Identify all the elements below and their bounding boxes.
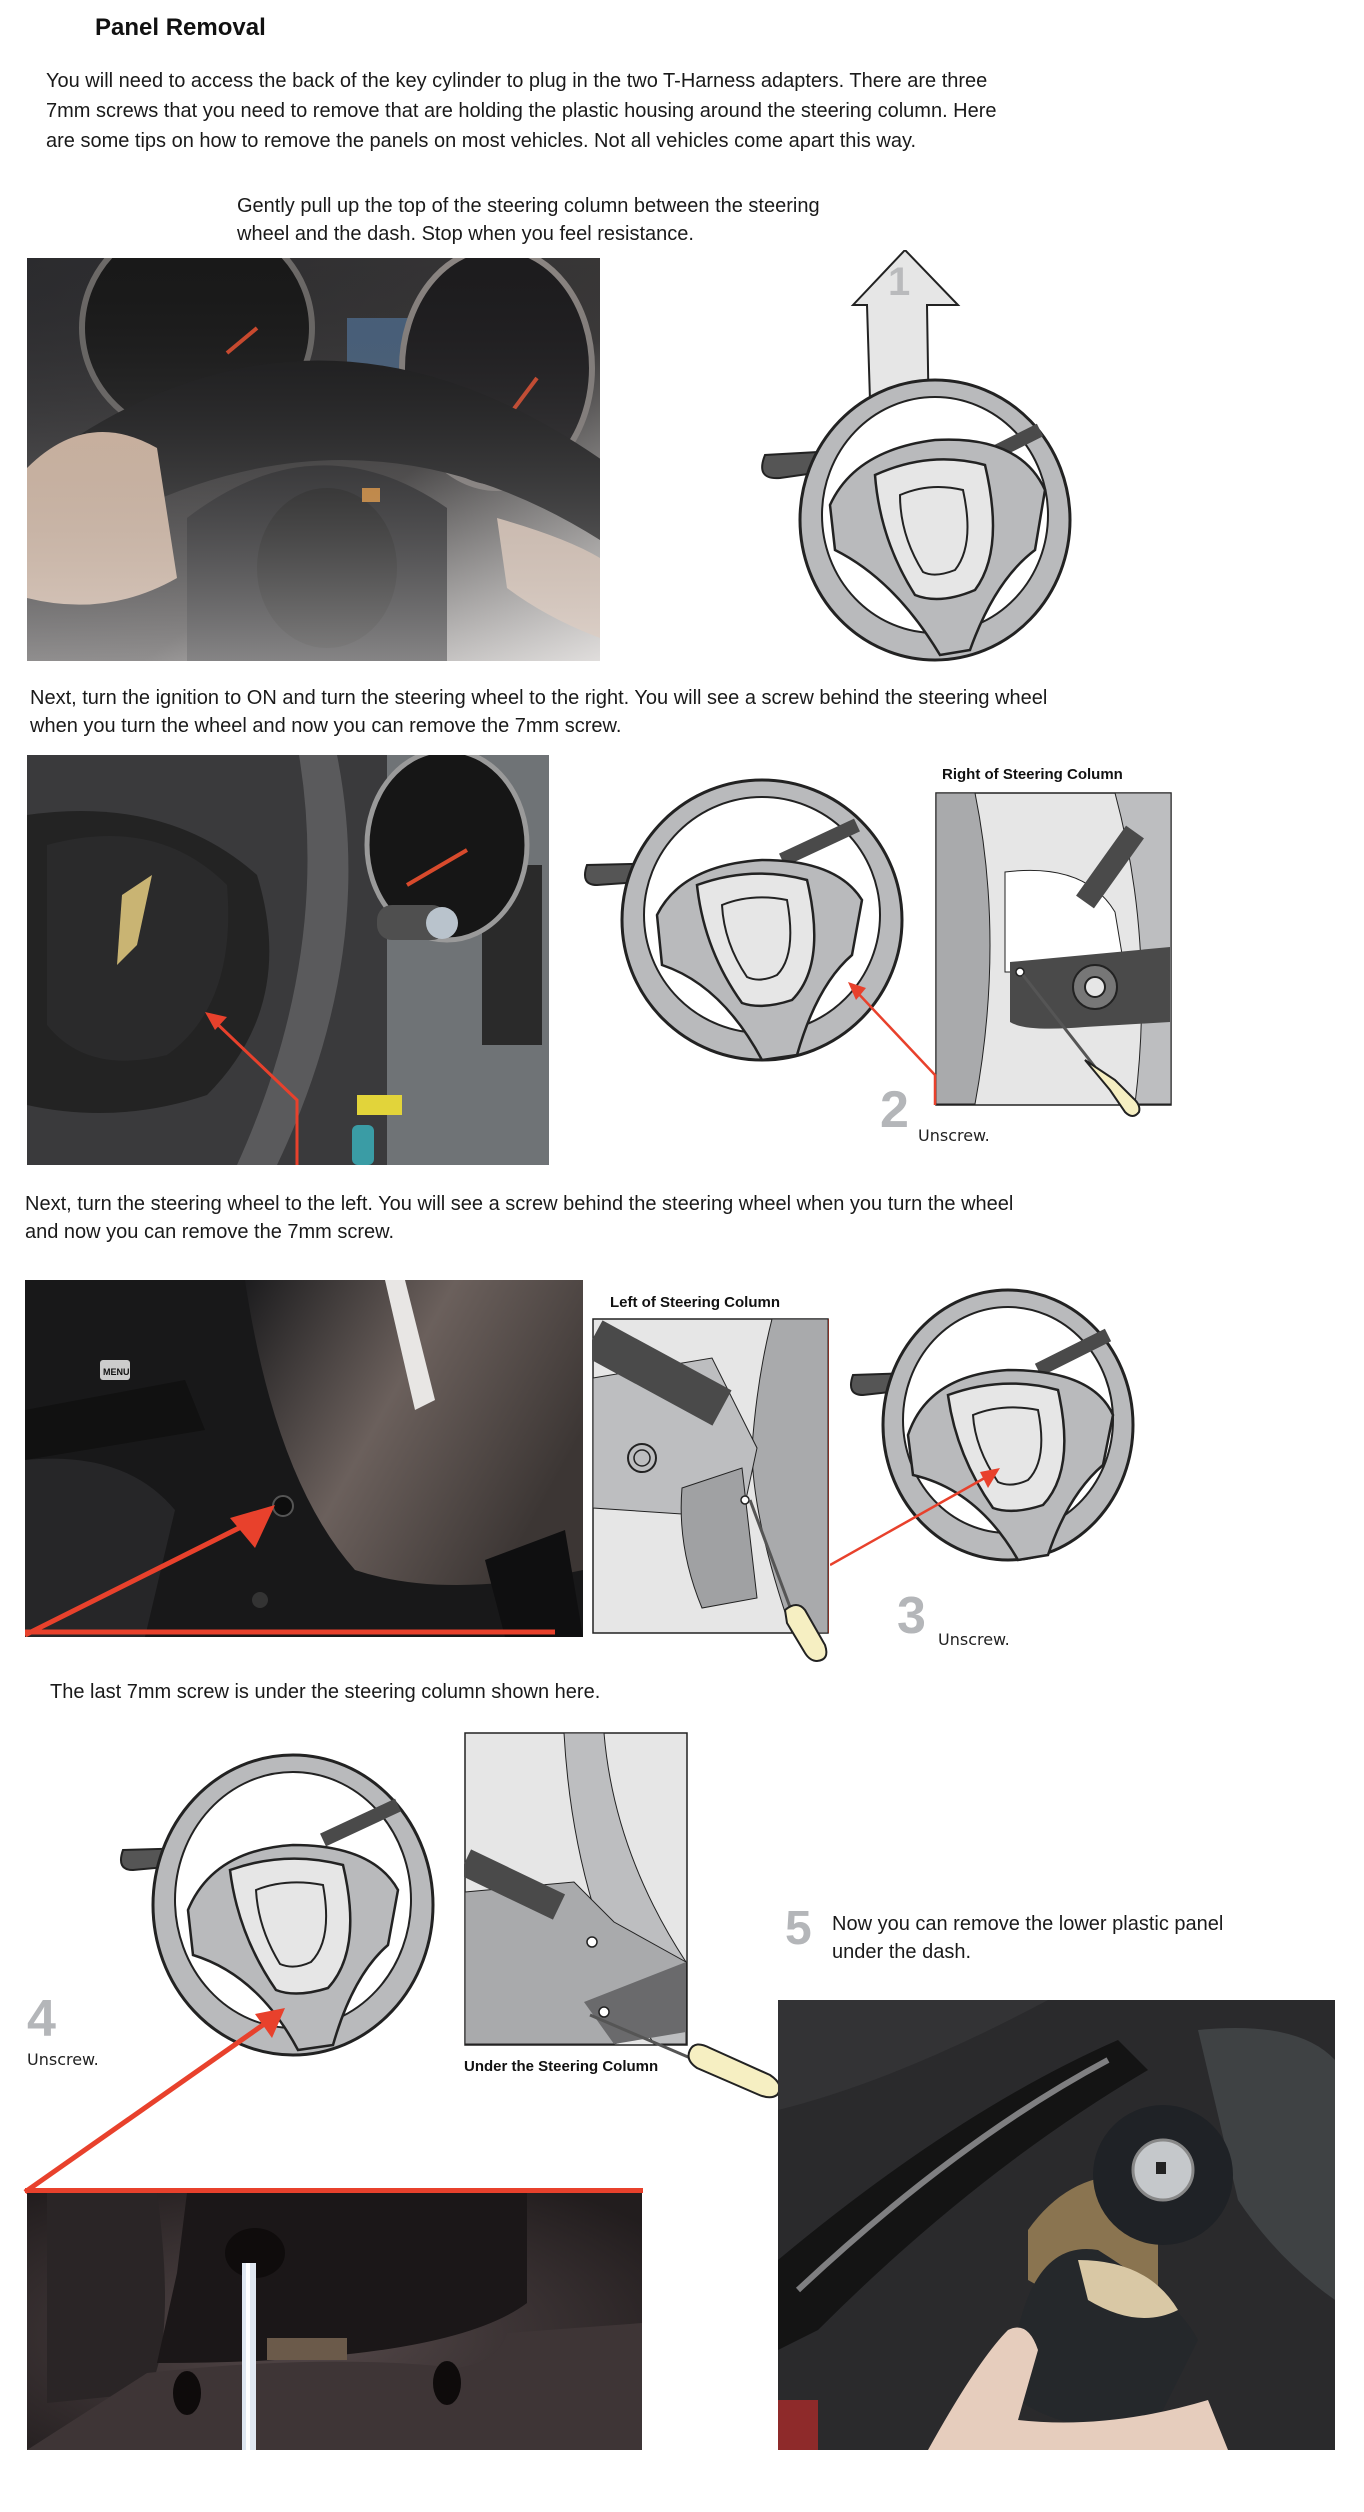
intro-line: are some tips on how to remove the panels on most vehicles. Not all vehicles come apart this way. bbox=[46, 130, 917, 152]
photo-under-column-screw-icon bbox=[27, 2193, 642, 2450]
step1-illustration bbox=[755, 250, 1125, 670]
intro-line: You will need to access the back of the key cylinder to plug in the two T-Harness adapters. There are three bbox=[46, 70, 988, 92]
step2-screwdriver bbox=[1075, 1050, 1145, 1120]
step2-action: Unscrew. bbox=[918, 1126, 990, 1145]
screwdriver-icon bbox=[1075, 1050, 1145, 1120]
step3-instruction bbox=[25, 1190, 1325, 1246]
intro-line: 7mm screws that you need to remove that are holding the plastic housing around the steering column. Here bbox=[46, 100, 997, 122]
step4-action: Unscrew. bbox=[27, 2050, 99, 2069]
step3-photo bbox=[25, 1280, 583, 1637]
screwdriver-icon bbox=[585, 2010, 785, 2100]
step3-inset-label: Left of Steering Column bbox=[610, 1294, 780, 1311]
step2-instruction-line: when you turn the wheel and now you can remove the 7mm screw. bbox=[30, 715, 622, 737]
step3-instruction-line: Next, turn the steering wheel to the left. You will see a screw behind the steering wheel when you turn the wheel bbox=[25, 1193, 1014, 1215]
step4-photo bbox=[27, 2193, 642, 2450]
step2-instruction-line: Next, turn the ignition to ON and turn the steering wheel to the right. You will see a screw behind the steering wheel bbox=[30, 687, 1048, 709]
step5-caption-line: Now you can remove the lower plastic panel bbox=[832, 1913, 1224, 1935]
step3-instruction-line: and now you can remove the 7mm screw. bbox=[25, 1221, 395, 1243]
step2-photo bbox=[27, 755, 549, 1165]
step3-screwdriver bbox=[745, 1495, 835, 1665]
step2-inset-label: Right of Steering Column bbox=[942, 766, 1123, 783]
steering-wheel-pull-up-icon bbox=[755, 250, 1125, 670]
step5-caption bbox=[832, 1910, 1332, 1966]
step1-photo bbox=[27, 258, 600, 661]
step1-caption bbox=[237, 192, 937, 248]
step4-inset-illustration bbox=[464, 1732, 689, 2048]
screwdriver-icon bbox=[745, 1495, 835, 1665]
step4-number: 4 bbox=[27, 1990, 56, 2048]
step3-pointer-arrow-icon bbox=[830, 1460, 1005, 1570]
step4-instruction: The last 7mm screw is under the steering column shown here. bbox=[50, 1681, 601, 1703]
intro-paragraph bbox=[46, 66, 1246, 156]
under-column-screw-icon bbox=[464, 1732, 689, 2048]
menu-button-label: MENU bbox=[103, 1367, 130, 1377]
step4-pointer-arrow-icon bbox=[20, 2000, 300, 2200]
step2-number: 2 bbox=[880, 1081, 909, 1139]
step3-action: Unscrew. bbox=[938, 1630, 1010, 1649]
photo-steering-wheel-left-icon bbox=[25, 1280, 583, 1637]
page-title: Panel Removal bbox=[95, 14, 266, 41]
step1-caption-line: wheel and the dash. Stop when you feel resistance. bbox=[237, 223, 694, 245]
step5-caption-line: under the dash. bbox=[832, 1941, 971, 1963]
step5-number: 5 bbox=[785, 1902, 812, 1955]
step5-photo bbox=[778, 2000, 1335, 2450]
step4-inset-label: Under the Steering Column bbox=[464, 2058, 659, 2075]
step1-number: 1 bbox=[888, 260, 911, 304]
step3-number: 3 bbox=[897, 1587, 926, 1645]
photo-steering-wheel-right-icon bbox=[27, 755, 549, 1165]
step1-caption-line: Gently pull up the top of the steering column between the steering bbox=[237, 195, 820, 217]
photo-steering-wheel-pull-icon bbox=[27, 258, 600, 661]
step2-instruction bbox=[30, 684, 1330, 740]
step4-screwdriver bbox=[585, 2010, 785, 2100]
photo-lower-panel-removed-icon bbox=[778, 2000, 1335, 2450]
